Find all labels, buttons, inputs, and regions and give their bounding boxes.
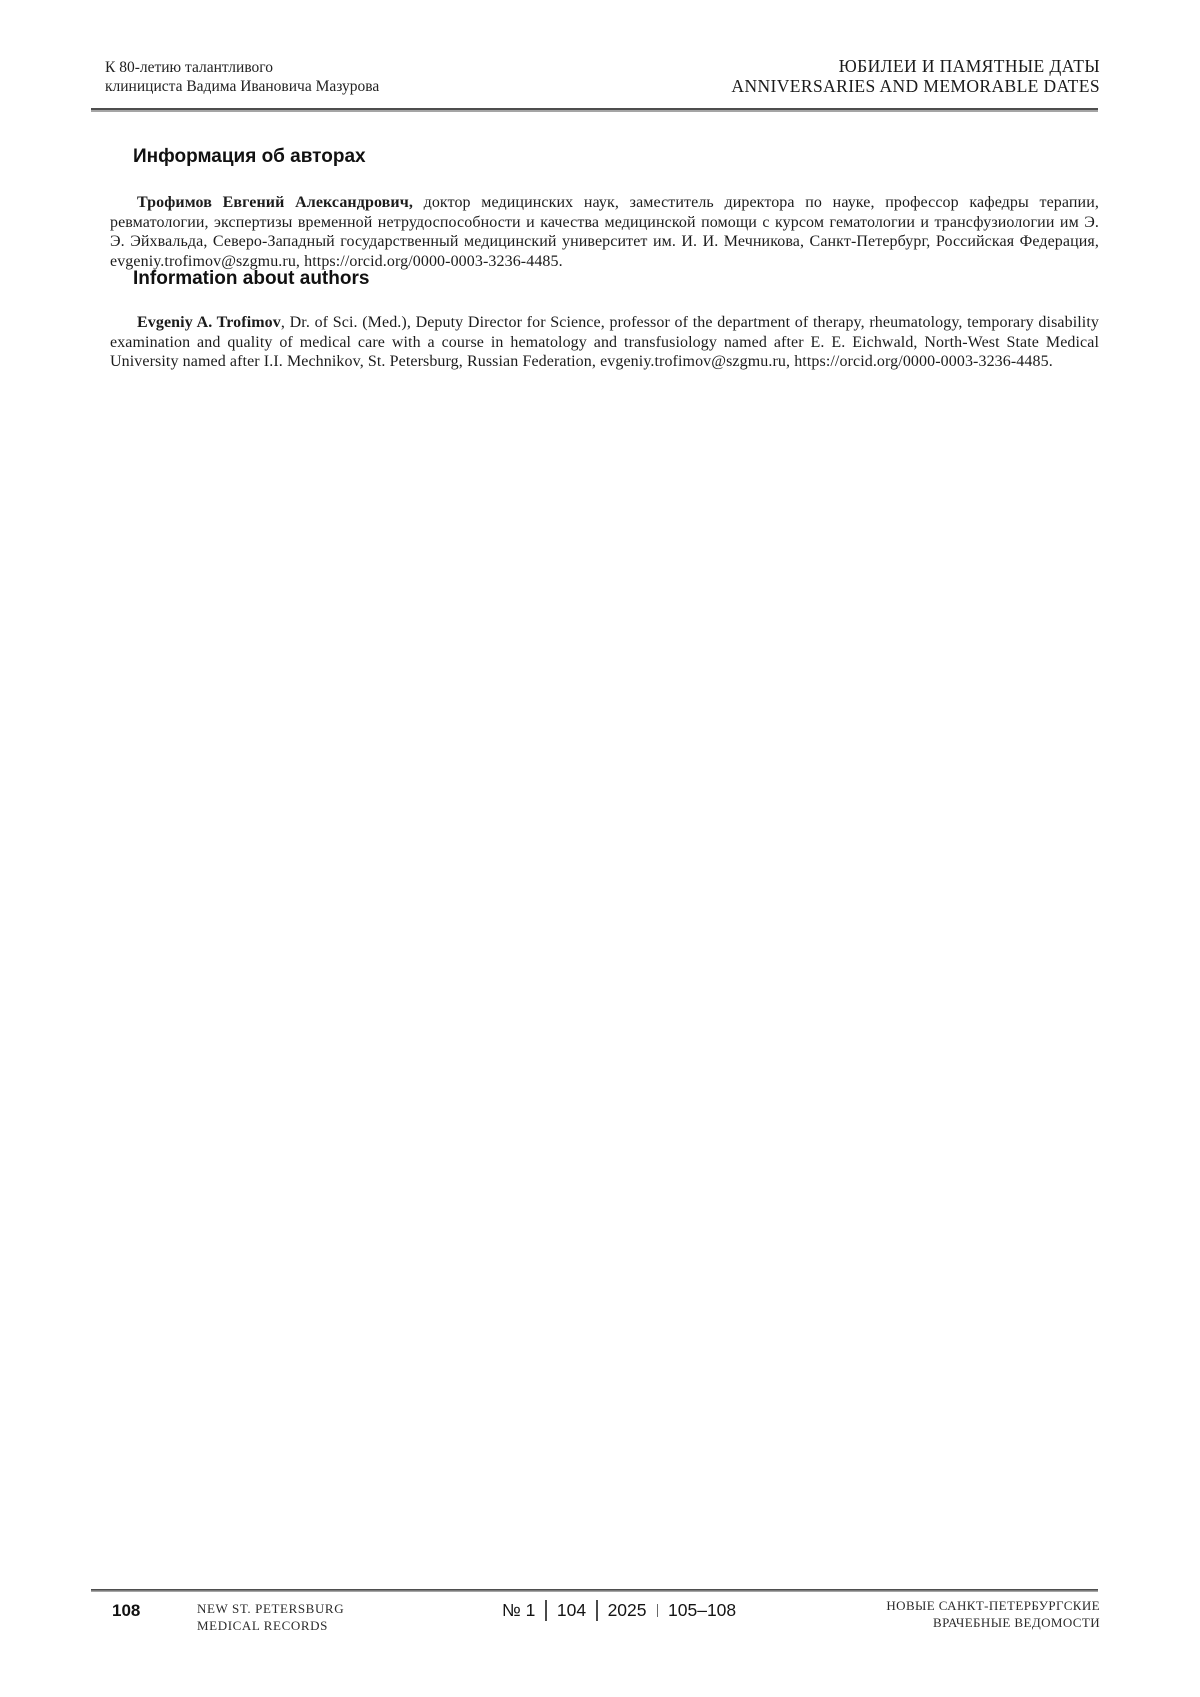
author-info-en: [110, 313, 1099, 372]
volume-number: 104: [556, 1599, 587, 1620]
journal-name-ru: [886, 1598, 1100, 1631]
journal-name-ru-line1: НОВЫЕ САНКТ-ПЕТЕРБУРГСКИЕ: [886, 1598, 1100, 1613]
author-name-en: Evgeniy A. Trofimov: [137, 314, 281, 331]
author-details-ru: доктор медицинских наук, заместитель директора по науке, профессор кафедры терапии, ревматологии, экспертизы временной нетрудоспособности и качества медицинской помощи с курсом гематологии и трансфузиологии им Э. Э. Эйхвальда, Северо-Западный государственный медицинский университет им. И. И. Мечникова, Санкт-Петербург, Российская Федерация, evgeniy.trofimov@szgmu.ru, https://orcid.org/0000-0003-3236-4485.: [110, 194, 1099, 270]
journal-name-en: [197, 1601, 344, 1634]
section-heading-ru: Информация об авторах: [133, 146, 366, 167]
journal-name-en-line1: NEW ST. PETERSBURG: [197, 1601, 345, 1616]
running-head-left-line2: клинициста Вадима Ивановича Мазурова: [105, 77, 380, 95]
running-head-right-line1: ЮБИЛЕИ И ПАМЯТНЫЕ ДАТЫ: [838, 56, 1100, 76]
journal-name-ru-line2: ВРАЧЕБНЫЕ ВЕДОМОСТИ: [933, 1614, 1100, 1630]
author-info-ru: [110, 193, 1099, 271]
journal-name-en-line2: MEDICAL RECORDS: [197, 1617, 328, 1633]
page-range: 105–108: [668, 1599, 737, 1620]
author-name-ru: Трофимов Евгений Александрович,: [137, 194, 413, 211]
footer-divider: [596, 1600, 598, 1621]
running-head-left: [105, 59, 379, 96]
footer-rule: [91, 1589, 1098, 1592]
issue-year: 2025: [607, 1599, 647, 1620]
footer-divider: [657, 1604, 659, 1617]
issue-info: [502, 1596, 736, 1624]
author-details-en: , Dr. of Sci. (Med.), Deputy Director for Science, professor of the department of therapy, rheumatology, temporary disability examination and quality of medical care with a course in hematology and transfusiology named after E. E. Eichwald, North-West State Medical University named after I.I. Mechnikov, St. Petersburg, Russian Federation, evgeniy.trofimov@szgmu.ru, https://orcid.org/0000-0003-3236-4485.: [110, 314, 1099, 371]
section-heading-en: Information about authors: [133, 268, 370, 289]
page-number: 108: [112, 1601, 141, 1620]
footer-divider: [545, 1600, 547, 1621]
running-head-right: [731, 56, 1100, 96]
running-head-right-line2: ANNIVERSARIES AND MEMORABLE DATES: [731, 76, 1100, 96]
header-rule: [91, 108, 1098, 112]
running-head-left-line1: К 80-летию талантливого: [105, 59, 274, 76]
issue-number: № 1: [502, 1599, 536, 1620]
